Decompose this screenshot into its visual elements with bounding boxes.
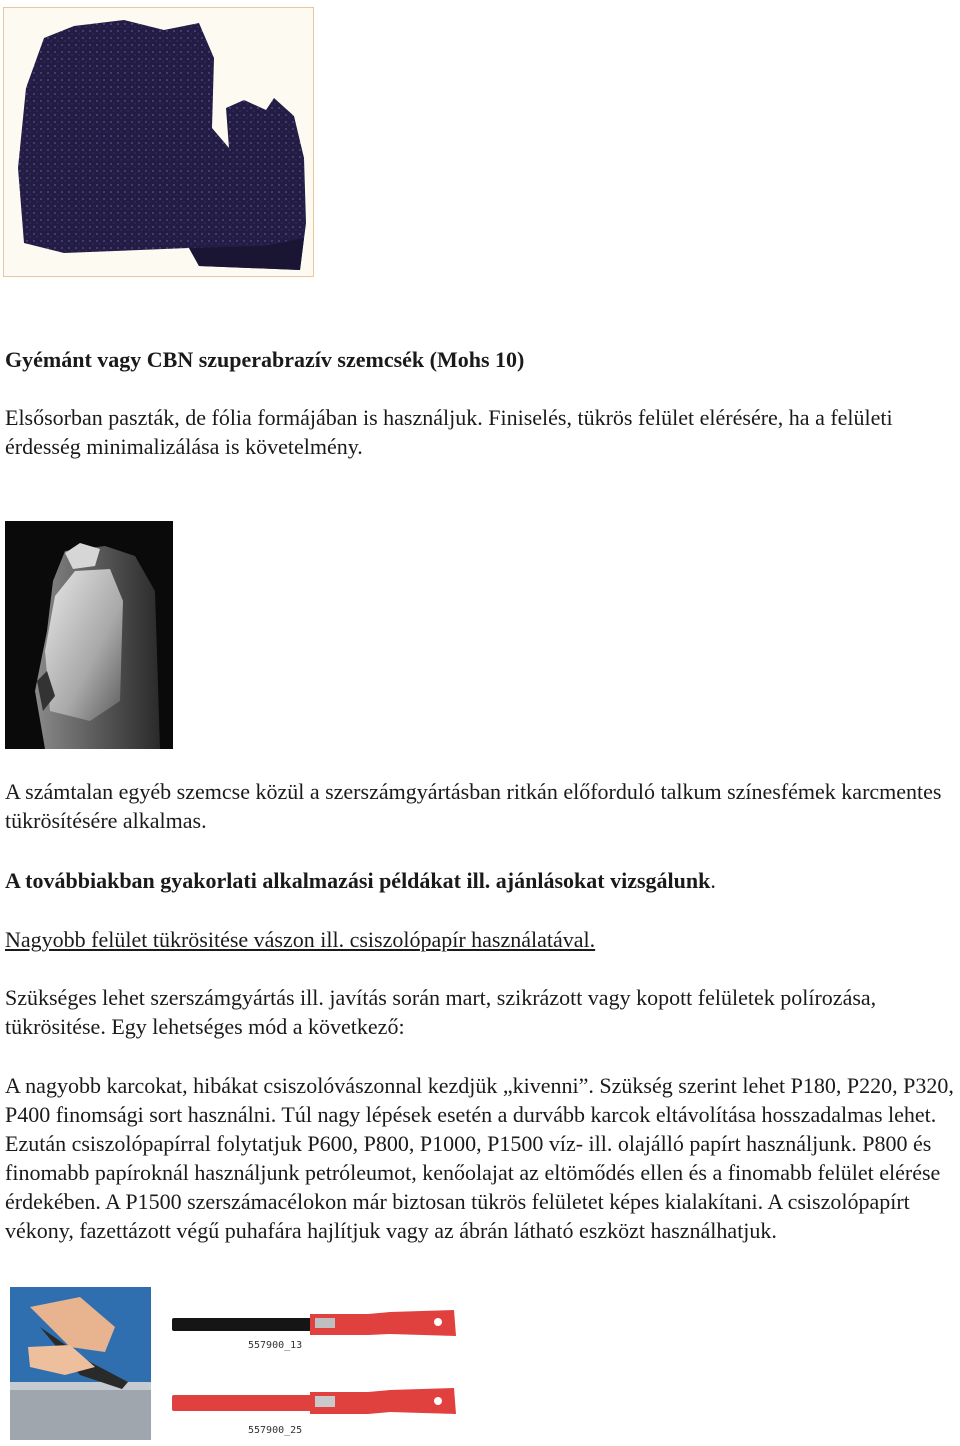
tool-2-label: 557900_25	[248, 1425, 303, 1436]
polishing-tools-photo	[170, 1300, 460, 1443]
section-heading-examples	[5, 866, 955, 895]
tool-2	[172, 1388, 456, 1414]
polishing-hand-photo	[10, 1287, 151, 1440]
paragraph-talc: A számtalan egyéb szemcse közül a szerszámgyártásban ritkán előforduló talkum színesfémek karcmentes tükrösítésére alkalmas.	[5, 779, 942, 833]
sem-grain-photo	[5, 521, 173, 749]
subheading-large-surface: Nagyobb felület tükrösitése vászon ill. csiszolópapír használatával.	[5, 927, 596, 952]
section-heading-diamond-cbn: Gyémánt vagy CBN szuperabrazív szemcsék (Mohs 10)	[5, 347, 525, 372]
paragraph-diamond-usage: Elsősorban paszták, de fólia formájában is használjuk. Finiselés, tükrös felület elérésére, ha a felületi érdesség minimalizálása is követelmény.	[5, 405, 893, 459]
examples-heading-period: .	[710, 868, 716, 893]
tool-1-label: 557900_13	[248, 1340, 303, 1351]
tool-1	[172, 1310, 456, 1336]
paragraph-needs: Szükséges lehet szerszámgyártás ill. javítás során mart, szikrázott vagy kopott felületek polírozása, tükrösitése. Egy lehetséges mód a következő:	[5, 985, 877, 1039]
examples-heading-text: A továbbiakban gyakorlati alkalmazási példákat ill. ajánlásokat vizsgálunk	[5, 868, 711, 893]
mineral-sample-photo	[3, 7, 314, 277]
paragraph-procedure: A nagyobb karcokat, hibákat csiszolóvászonnal kezdjük „kivenni”. Szükség szerint lehet P180, P220, P320, P400 finomsági sort használni. Túl nagy lépések esetén a durvább karcok eltávolítása hosszadalmas lehet. Ezután csiszolópapírral folytatjuk P600, P800, P1000, P1500 víz- ill. olajálló papírt használjunk. P800 és finomabb papíroknál használjunk petróleumot, kenőolajat az eltömődés ellen és a finomabb felület elérése érdekében. A P1500 szerszámacélokon már biztosan tükrös felületet képes kialakítani. A csiszolópapírt vékony, fazettázott végű puhafára hajlítjuk vagy az ábrán látható eszközt használhatjuk.	[5, 1073, 954, 1243]
